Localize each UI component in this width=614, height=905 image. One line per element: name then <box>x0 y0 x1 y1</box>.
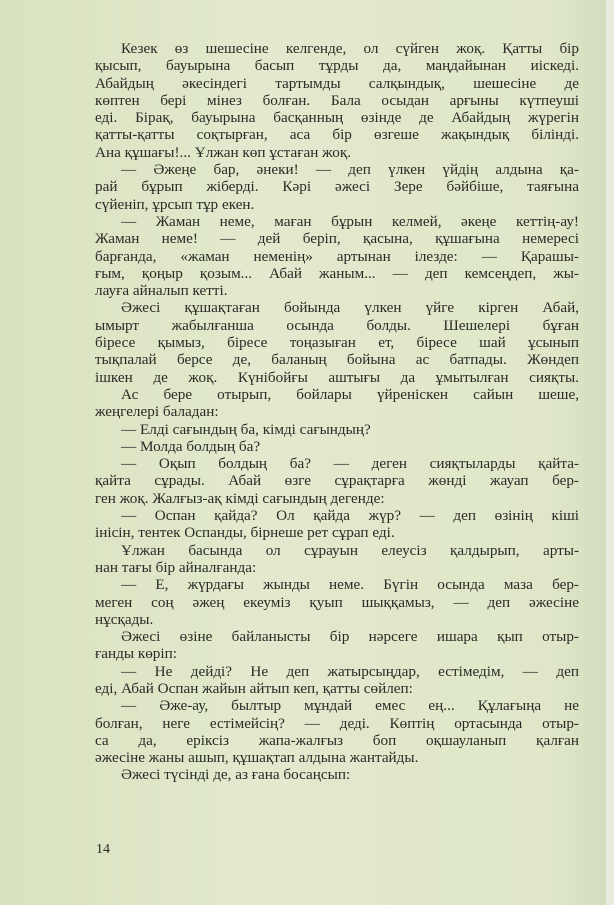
text-line: — Оспан қайда? Ол қайда жүр? — деп өзінің кіші <box>121 507 579 525</box>
text-line: еді. Бірақ, бауырына басқанның өзінде де Абайдың жүрегін <box>95 109 579 127</box>
text-line: Ас бере отырып, бойлары үйреніскен сайын шеше, <box>121 385 579 403</box>
text-line: Әжесі түсінді де, аз ғана босаңсып: <box>121 766 351 784</box>
text-line: тықпалай берсе де, баланың бойына ас батпады. Жөндеп <box>95 351 579 369</box>
text-line: Кезек өз шешесіне келгенде, ол сүйген жоқ. Қатты бір <box>121 40 579 57</box>
text-line: Жаман неме! — дей беріп, қасына, құшағына немересі <box>95 230 579 248</box>
text-line: біресе қымыз, біресе тоңазыған ет, біресе шай ұсынып <box>95 334 579 352</box>
text-line: ымырт жабылғанша осында болды. Шешелері бұған <box>95 316 579 334</box>
text-line: Әжесі өзіне байланысты бір нәрсеге ишара қып отыр- <box>121 628 579 646</box>
text-line: қысып, бауырына басып тұрды да, маңдайынан иіскеді. <box>95 57 579 75</box>
text-line: — Е, жүрдағы жынды неме. Бүгін осында маза бер- <box>121 576 579 594</box>
text-line: барғанда, «жаман неменің» артынан ілезде: — Қарашы- <box>95 247 579 265</box>
text-line: қайта сұрады. Абай өзге сұрақтарға жөнді жауап бер- <box>95 472 579 490</box>
text-line: ішкен де жоқ. Күнібойғы аштығы да ұмытылған сияқты. <box>95 368 579 386</box>
text-line: Абайдың әкесіндегі тартымды салқындық, шешесіне де <box>95 74 579 92</box>
text-line: сүйеніп, ұрсып тұр екен. <box>95 195 255 213</box>
text-line: — Жаман неме, маған бұрын келмей, әкеңе кеттің-ау! <box>121 212 579 230</box>
text-line: жеңгелері баладан: <box>95 403 219 421</box>
text-line: інісін, тентек Оспанды, бірнеше рет сұрап еді. <box>95 524 395 542</box>
text-line: — Елді сағындың ба, кімді сағындың? <box>121 420 371 438</box>
text-line: көптен бері мінез болған. Бала осыдан арғыны күтпеуші <box>95 91 579 109</box>
text-line: рай бұрып жіберді. Кәрі әжесі Зере бәйбіше, таяғына <box>95 178 579 196</box>
text-line: Ұлжан басында ол сұрауын елеусіз қалдырып, арты- <box>121 541 579 559</box>
text-line: Ана құшағы!... Ұлжан көп ұстаған жоқ. <box>95 143 351 161</box>
text-line: еді, Абай Оспан жайын айтып кеп, қатты сөйлеп: <box>95 679 413 697</box>
text-line: қатты-қатты соқтырған, аса бір өзгеше жақындық білінді. <box>95 126 579 144</box>
text-line: ғанды көріп: <box>95 645 177 663</box>
page-edge <box>606 0 614 905</box>
text-line: Әжесі құшақтаған бойында үлкен үйге кірген Абай, <box>121 299 579 317</box>
text-line: са да, еріксіз жапа-жалғыз боп оқшауланып қалған <box>95 731 579 749</box>
text-line: әжесіне жаны ашып, құшақтап алдына жантайды. <box>95 749 419 767</box>
text-line: — Оқып болдың ба? — деген сияқтыларды қайта- <box>121 455 579 473</box>
text-line: ген жоқ. Жалғыз-ақ кімді сағындың дегенде: <box>95 489 385 507</box>
text-line: ғым, қоңыр қозым... Абай жаным... — деп кемсеңдеп, жы- <box>95 264 579 282</box>
text-line: — Не дейді? Не деп жатырсыңдар, естімедім, — деп <box>121 662 579 680</box>
text-line: — Молда болдың ба? <box>121 437 261 455</box>
page-text <box>95 40 579 784</box>
text-line: нұсқады. <box>95 610 154 628</box>
text-line: — Әжеңе бар, әнеки! — деп үлкен үйдің алдына қа- <box>121 161 579 179</box>
page-number: 14 <box>96 842 110 857</box>
text-line: нан тағы бір айналғанда: <box>95 558 257 576</box>
text-line: меген соң әжең екеуміз қуып шыққамыз, — деп әжесіне <box>95 593 579 611</box>
text-line: — Әже-ау, былтыр мұндай емес ең... Құлағыңа не <box>121 697 579 715</box>
text-line: болған, неге естімейсің? — деді. Көптің ортасында отыр- <box>95 714 579 732</box>
text-line: лауға айналып кетті. <box>95 282 228 300</box>
